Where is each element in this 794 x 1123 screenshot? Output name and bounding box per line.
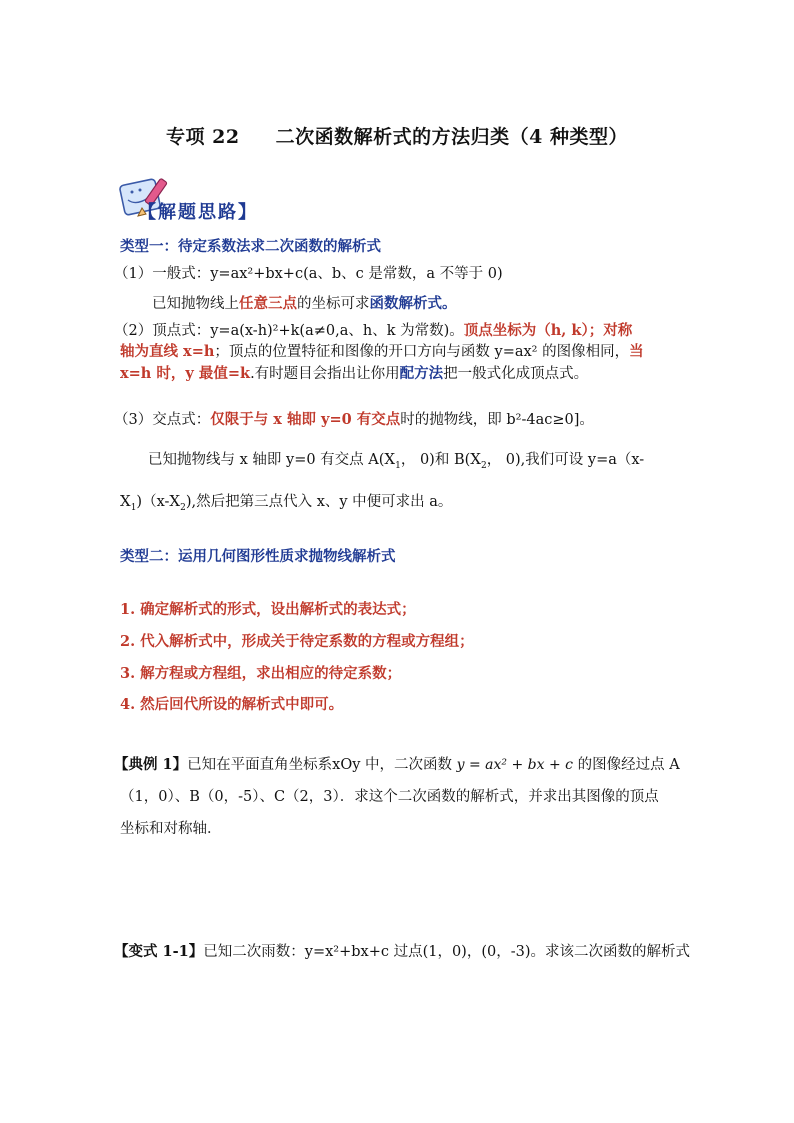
type1-item2-line1 [114,321,632,341]
item2-h: 配方法 [399,365,444,382]
note-d: 函数解析式。 [369,295,457,312]
item3-note-c: ， 0),我们可设 y=a（x- [486,452,645,468]
banner-label: 【解题思路】 [138,202,258,223]
example1-line2: （1，0）、B（0，-5）、C（2，3）．求这个二次函数的解析式，并求出其图像的顶点 [120,789,659,805]
type1-item3 [114,410,594,430]
title-main: 二次函数解析式的方法归类（4 种类型） [275,126,628,148]
item2-d: ；顶点的位置特征和图像的开口方向与函数 y=ax² 的图像相同， [214,344,630,360]
type1-item3-note-line1 [148,449,644,476]
page-title [0,122,794,149]
type2-step-3: 3. 解方程或方程组，求出相应的待定系数； [120,665,402,682]
item2-c: 轴为直线 x=h [120,343,215,360]
type2-heading: 类型二：运用几何图形性质求抛物线解析式 [120,548,396,565]
note-c: 的坐标可求 [297,296,370,312]
type1-item1-note [152,294,457,314]
type1-item2-line3 [120,364,588,384]
x2-symbol-2: $X_2$ [169,492,186,513]
item3-note-b: ， 0)和 B( [400,452,471,468]
type2-step-2: 2. 代入解析式中，形成关于待定系数的方程或方程组； [120,633,474,650]
item3-note-a: 已知抛物线与 x 轴即 y=0 有交点 A( [148,452,385,468]
item3-note-e: ),然后把第三点代入 x、y 中便可求出 a。 [185,494,453,510]
example1-line1 [114,755,680,775]
type2-step-4: 4. 然后回代所设的解析式中即可。 [120,696,344,713]
example1-tag: 【典例 1】 [114,756,188,773]
item3-b: 仅限于与 x 轴即 y=0 有交点 [210,411,401,428]
example1-line3: 坐标和对称轴． [120,821,222,837]
example1-text-a: 已知在平面直角坐标系xOy 中，二次函数 [187,757,457,773]
type1-item1: （1）一般式：y=ax²+bx+c(a、b、c 是常数，a 不等于 0) [114,266,503,282]
item3-note-d: )（x- [136,494,170,510]
variant1-text: 已知二次雨数：y=x²+bx+c 过点(1，0)，(0，-3)。求该二次函数的解析式 [203,944,690,960]
item2-e: 当 [629,343,644,360]
example1-formula: y = ax² + bx + c [456,757,573,773]
title-prefix: 专项 22 [166,126,240,148]
item2-i: 把一般式化成顶点式。 [443,366,589,382]
variant1-tag: 【变式 1-1】 [114,943,204,960]
item3-a: （3）交点式： [114,412,211,428]
item2-a: （2）顶点式：y=a(x-h)²+k(a≠0,a、h、k 为常数)。 [114,323,464,339]
note-b: 任意三点 [239,295,297,312]
item3-c: 时的抛物线，即 b²-4ac≥0]。 [400,412,594,428]
item2-f: x=h 时，y 最值=k [120,365,251,382]
type1-item2-line2 [120,342,644,362]
note-a: 已知抛物线上 [152,296,239,312]
x1-symbol: $X_1$ [384,450,401,471]
item2-g: .有时题目会指出让你用 [250,366,400,382]
x2-symbol: $X_2$ [470,450,487,471]
variant1-line [114,942,690,962]
type1-heading: 类型一：待定系数法求二次函数的解析式 [120,238,381,255]
example1-text-b: 的图像经过点 A [572,757,680,773]
type2-step-1: 1. 确定解析式的形式，设出解析式的表达式； [120,601,416,618]
x1-symbol-2: $X_1$ [120,492,137,513]
item2-b: 顶点坐标为（h, k）；对称 [463,322,633,339]
type1-item3-note-line2 [120,491,452,518]
